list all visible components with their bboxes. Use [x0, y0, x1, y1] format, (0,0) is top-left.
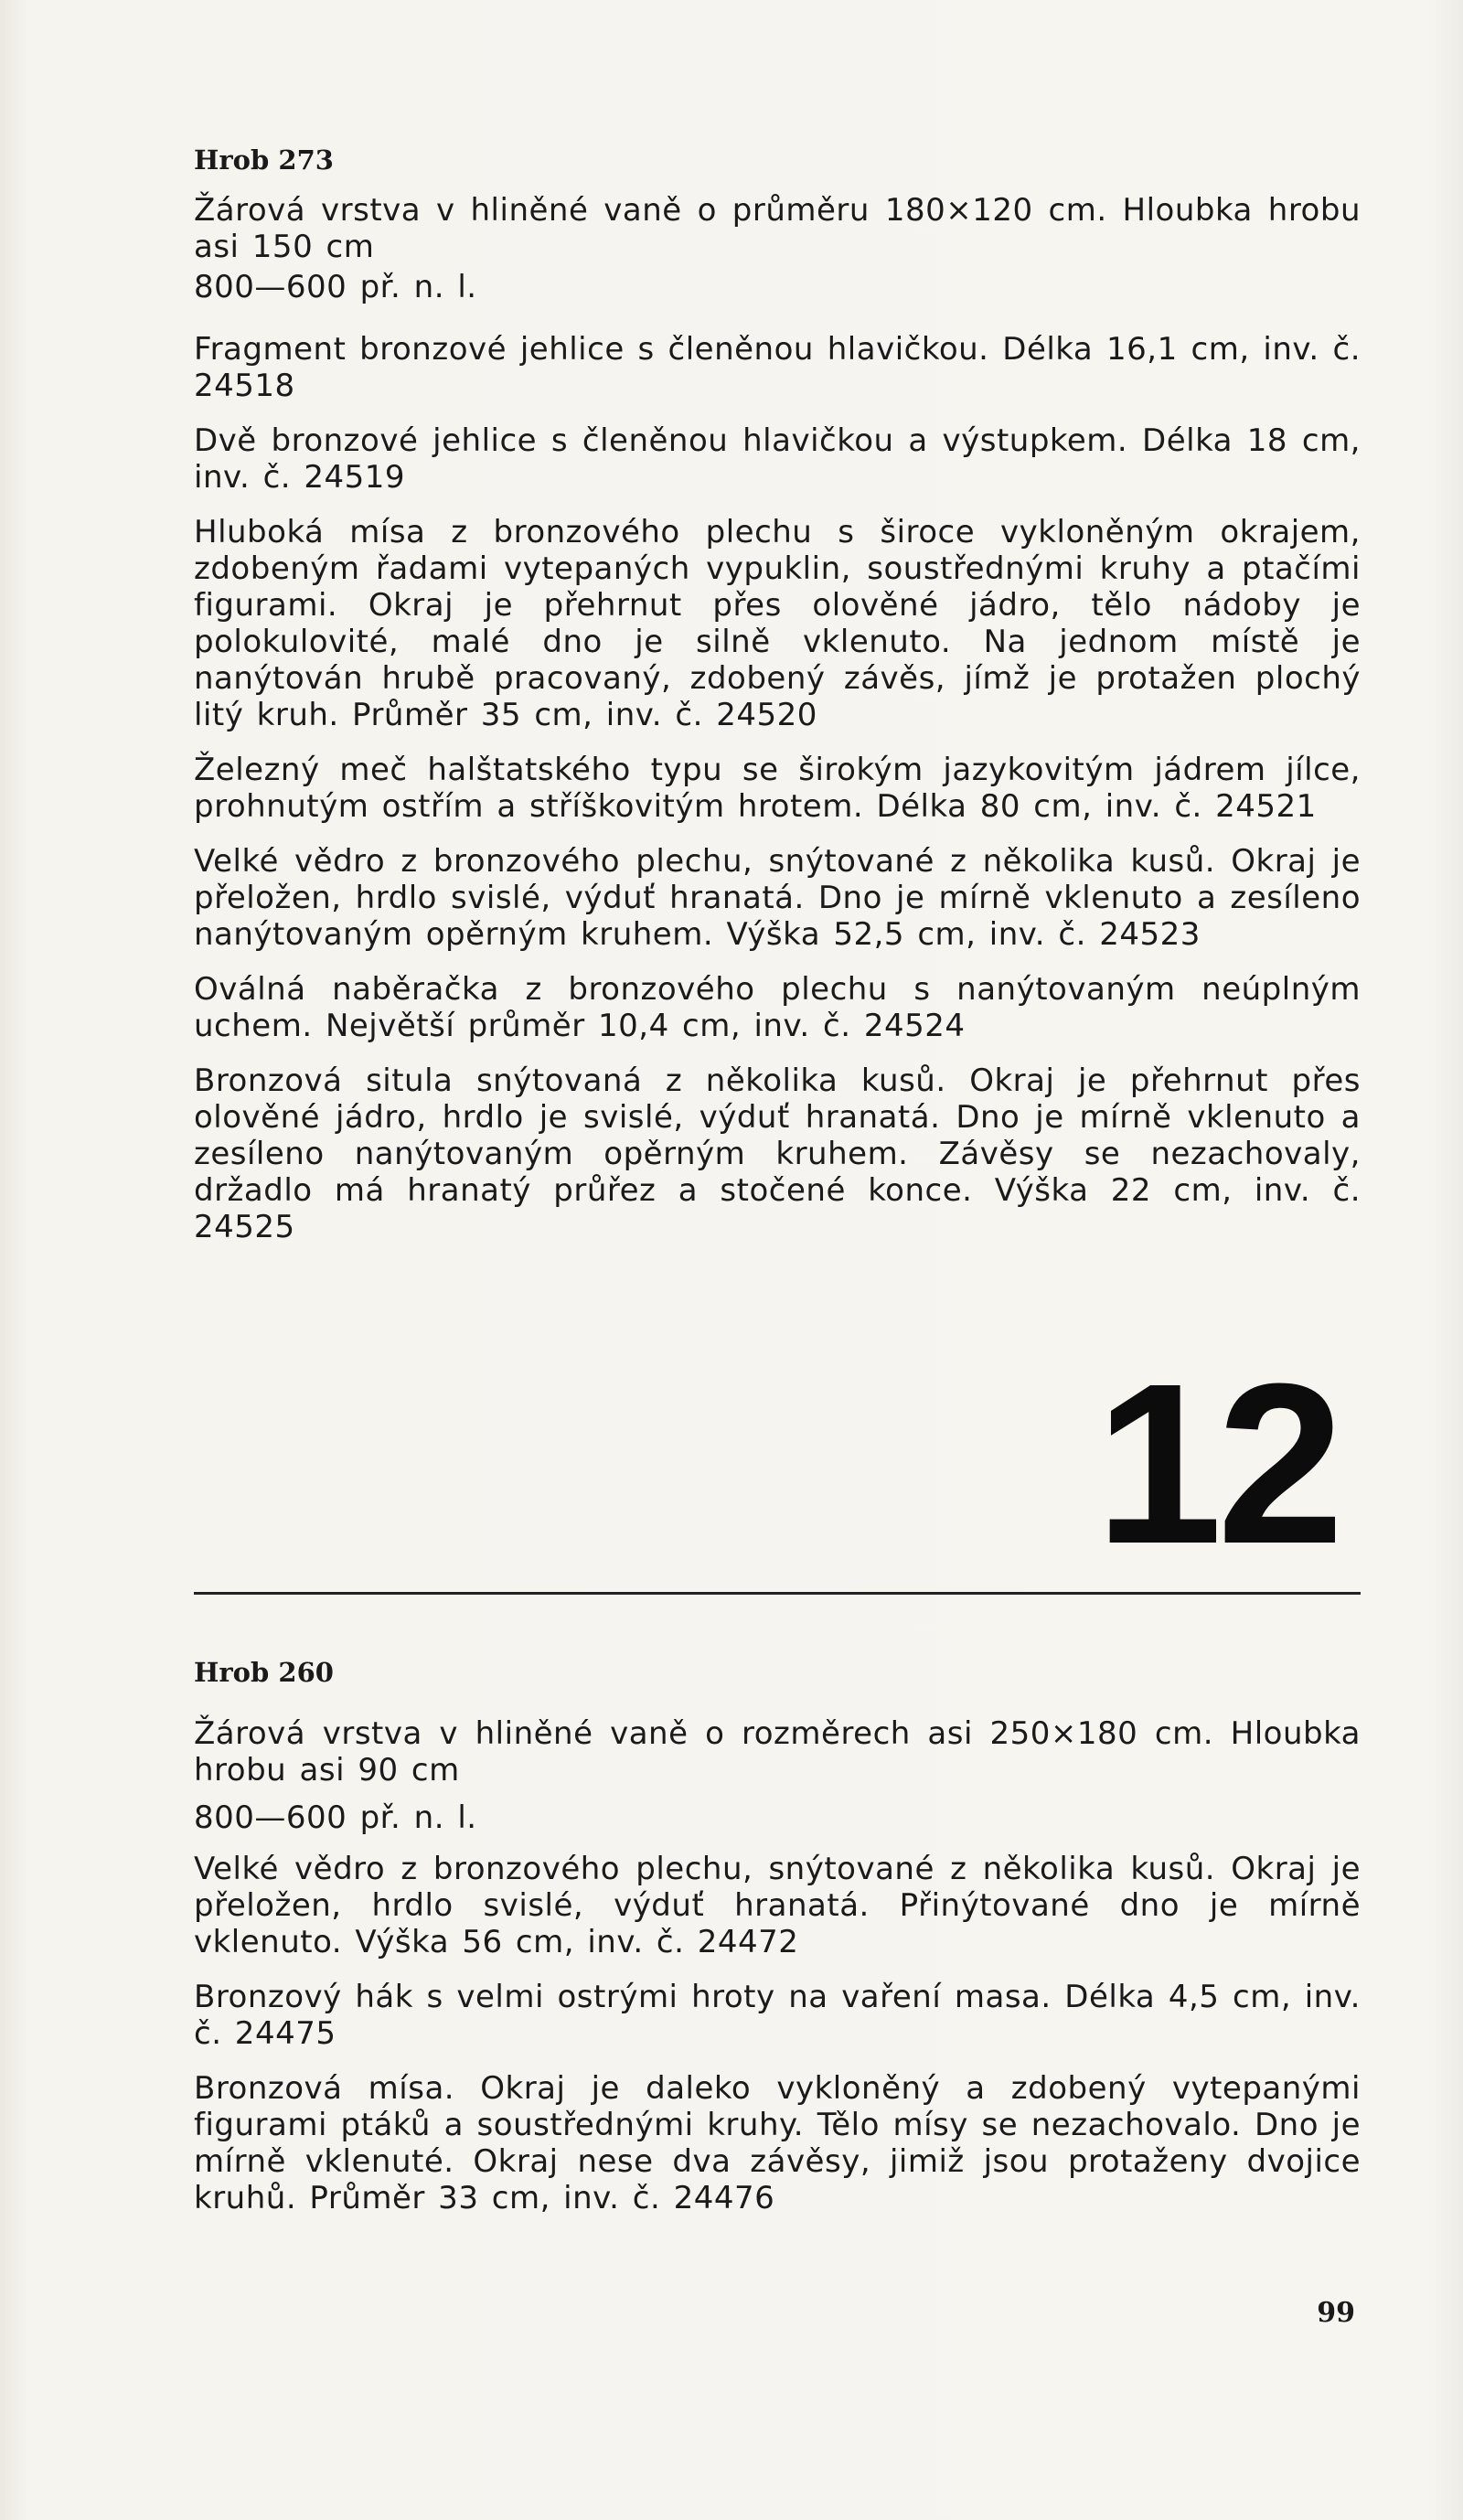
page-number: 99	[1317, 2297, 1355, 2329]
find-item: Bronzový hák s velmi ostrými hroty na vaření masa. Délka 4,5 cm, inv. č. 24475	[194, 1979, 1361, 2052]
grave-dating-260: 800—600 př. n. l.	[194, 1799, 477, 1836]
grave-heading-273: Hrob 273	[194, 144, 334, 176]
figure-number: 12	[1095, 1336, 1339, 1591]
section-divider	[194, 1592, 1361, 1595]
find-item: Velké vědro z bronzového plechu, snýtované z několika kusů. Okraj je přeložen, hrdlo svislé, výduť hranatá. Dno je mírně vklenuto a zesíleno nanýtovaným opěrným kruhem. Výška 52,5 cm, inv. č. 24523	[194, 843, 1361, 953]
grave-description-273: Žárová vrstva v hliněné vaně o průměru 180×120 cm. Hloubka hrobu asi 150 cm	[194, 192, 1361, 265]
finds-list-273	[194, 331, 1361, 1264]
find-item: Bronzová situla snýtovaná z několika kusů. Okraj je přehrnut přes olověné jádro, hrdlo je svislé, výduť hranatá. Dno je mírně vklenuto a zesíleno nanýtovaným opěrným kruhem. Závěsy se nezachovaly, držadlo má hranatý průřez a stočené konce. Výška 22 cm, inv. č. 24525	[194, 1062, 1361, 1245]
find-item: Bronzová mísa. Okraj je daleko vykloněný a zdobený vytepanými figurami ptáků a soustřednými kruhy. Tělo mísy se nezachovalo. Dno je mírně vklenuté. Okraj nese dva závěsy, jimiž jsou protaženy dvojice kruhů. Průměr 33 cm, inv. č. 24476	[194, 2070, 1361, 2216]
find-item: Fragment bronzové jehlice s členěnou hlavičkou. Délka 16,1 cm, inv. č. 24518	[194, 331, 1361, 404]
grave-description-260: Žárová vrstva v hliněné vaně o rozměrech asi 250×180 cm. Hloubka hrobu asi 90 cm	[194, 1715, 1361, 1789]
find-item: Dvě bronzové jehlice s členěnou hlavičkou a výstupkem. Délka 18 cm, inv. č. 24519	[194, 422, 1361, 496]
grave-dating-273: 800—600 př. n. l.	[194, 269, 477, 305]
find-item: Velké vědro z bronzového plechu, snýtované z několika kusů. Okraj je přeložen, hrdlo svislé, výduť hranatá. Přinýtované dno je mírně vklenuto. Výška 56 cm, inv. č. 24472	[194, 1851, 1361, 1960]
find-item: Hluboká mísa z bronzového plechu s široce vykloněným okrajem, zdobeným řadami vytepaných vypuklin, soustřednými kruhy a ptačími figurami. Okraj je přehrnut přes olověné jádro, tělo nádoby je polokulovité, malé dno je silně vklenuto. Na jednom místě je nanýtován hrubě pracovaný, zdobený závěs, jímž je protažen plochý litý kruh. Průměr 35 cm, inv. č. 24520	[194, 514, 1361, 733]
finds-list-260	[194, 1851, 1361, 2235]
find-item: Železný meč halštatského typu se širokým jazykovitým jádrem jílce, prohnutým ostřím a stříškovitým hrotem. Délka 80 cm, inv. č. 24521	[194, 752, 1361, 825]
grave-heading-260: Hrob 260	[194, 1657, 334, 1688]
find-item: Oválná naběračka z bronzového plechu s nanýtovaným neúplným uchem. Největší průměr 10,4 cm, inv. č. 24524	[194, 971, 1361, 1044]
